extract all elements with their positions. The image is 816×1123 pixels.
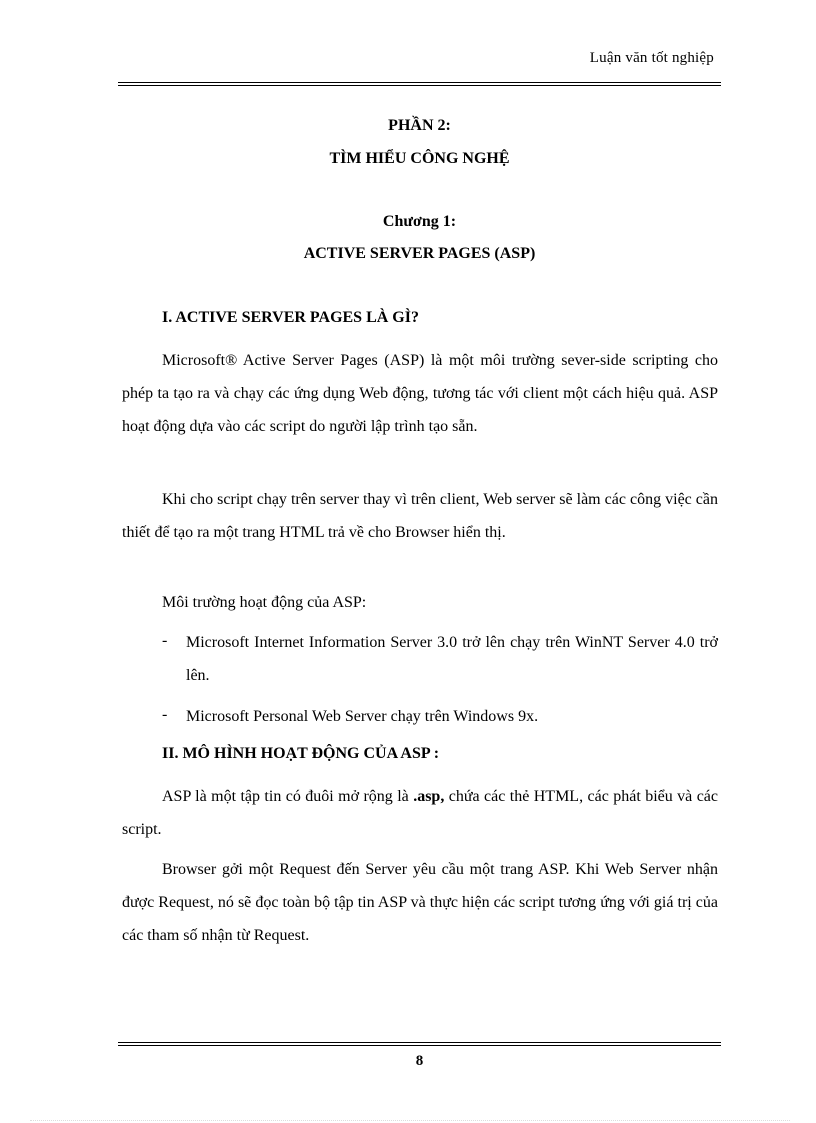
bullet-marker: - [162, 706, 168, 723]
paragraph-text: ASP là một tập tin có đuôi mở rộng là [162, 788, 414, 805]
page-number: 8 [415, 1053, 424, 1069]
part-label: PHẦN 2: [388, 117, 451, 134]
bullet-marker: - [162, 632, 168, 649]
header-divider [118, 82, 721, 86]
paragraph [122, 483, 718, 549]
paragraph-text: Khi cho script chạy trên server thay vì trên client, Web server sẽ làm các công việc cần thiết để tạo ra một trang HTML trả về cho Browser hiển thị. [122, 491, 718, 541]
list-item: Microsoft Internet Information Server 3.0 trở lên chạy trên WinNT Server 4.0 trở lên. [186, 634, 718, 684]
file-extension-text: .asp, [413, 788, 445, 805]
chapter-label: Chương 1: [382, 213, 457, 230]
chapter-title: ACTIVE SERVER PAGES (ASP) [303, 245, 536, 262]
paragraph-text: Microsoft® Active Server Pages (ASP) là một môi trường sever-side scripting cho phép ta tạo ra và chạy các ứng dụng Web động, tương tác với client một cách hiệu quả. ASP hoạt động dựa vào các script do người lập trình tạo sẵn. [122, 352, 718, 435]
footer-divider [118, 1042, 721, 1046]
paragraph [122, 780, 718, 846]
part-title: TÌM HIỂU CÔNG NGHỆ [329, 150, 510, 167]
section-heading-2: II. MÔ HÌNH HOẠT ĐỘNG CỦA ASP : [162, 745, 440, 762]
section-heading-1: I. ACTIVE SERVER PAGES LÀ GÌ? [162, 309, 419, 326]
list-item: Microsoft Personal Web Server chạy trên Windows 9x. [186, 708, 539, 725]
paragraph [122, 853, 718, 952]
paragraph-text: chứa các thẻ HTML, các phát biểu và các script. [122, 788, 718, 838]
page-edge [30, 1120, 790, 1121]
environment-intro: Môi trường hoạt động của ASP: [162, 594, 367, 611]
header-title: Luận văn tốt nghiệp [589, 50, 714, 66]
paragraph [122, 344, 718, 443]
paragraph-text: Browser gởi một Request đến Server yêu cầu một trang ASP. Khi Web Server nhận được Request, nó sẽ đọc toàn bộ tập tin ASP và thực hiện các script tương ứng với giá trị của các tham số nhận từ Request. [122, 861, 718, 944]
